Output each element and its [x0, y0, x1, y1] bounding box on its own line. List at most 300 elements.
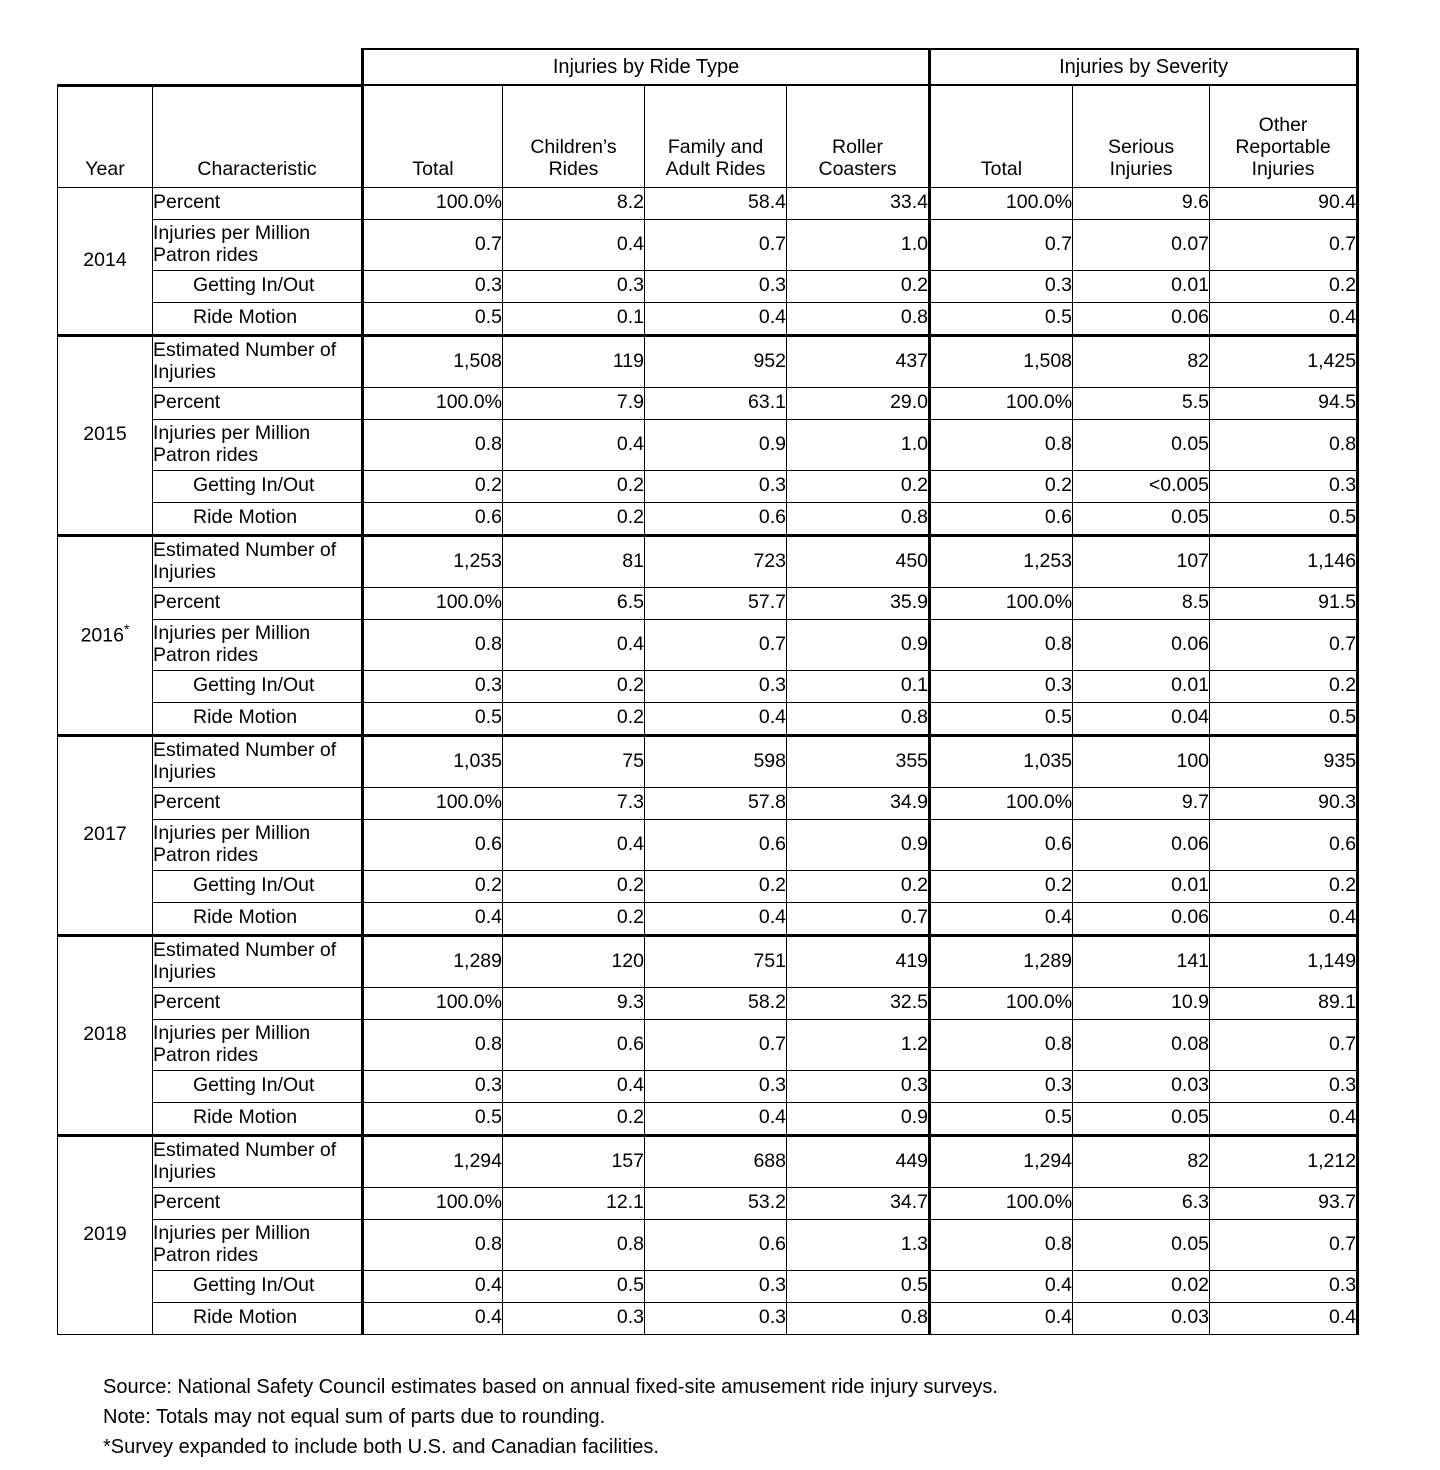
data-cell: 120 — [503, 935, 645, 987]
data-cell: 100.0% — [363, 787, 503, 819]
data-cell: 0.2 — [503, 470, 645, 502]
data-cell: 100.0% — [930, 587, 1073, 619]
table-row — [58, 987, 1358, 1019]
table-row — [58, 587, 1358, 619]
data-cell: 91.5 — [1210, 587, 1358, 619]
table-head — [58, 49, 1358, 187]
data-cell: 0.03 — [1073, 1302, 1210, 1334]
table-row — [58, 1219, 1358, 1270]
col-header-serious-injuries-line2: Injuries — [1109, 157, 1173, 180]
data-cell: 0.4 — [645, 702, 787, 735]
data-cell: 0.6 — [645, 819, 787, 870]
table-row — [58, 535, 1358, 587]
characteristic-cell: Estimated Number of Injuries — [153, 335, 363, 387]
characteristic-cell: Ride Motion — [153, 302, 363, 335]
data-cell: 89.1 — [1210, 987, 1358, 1019]
data-cell: 0.2 — [930, 470, 1073, 502]
group-header-spacer — [58, 49, 153, 85]
data-cell: 0.8 — [363, 419, 503, 470]
characteristic-cell: Estimated Number of Injuries — [153, 535, 363, 587]
characteristic-cell: Getting In/Out — [153, 870, 363, 902]
data-cell: 1,253 — [930, 535, 1073, 587]
table-row — [58, 1187, 1358, 1219]
data-cell: 8.2 — [503, 187, 645, 219]
characteristic-cell: Injuries per Million Patron rides — [153, 1219, 363, 1270]
data-cell: 0.8 — [1210, 419, 1358, 470]
data-cell: 1.0 — [787, 219, 930, 270]
data-cell: 0.3 — [645, 1270, 787, 1302]
data-cell: 0.5 — [1210, 702, 1358, 735]
characteristic-cell: Ride Motion — [153, 1302, 363, 1334]
data-cell: 0.7 — [363, 219, 503, 270]
data-cell: 90.4 — [1210, 187, 1358, 219]
data-cell: 82 — [1073, 335, 1210, 387]
col-header-year-label: Year — [85, 157, 125, 180]
data-cell: 0.6 — [363, 502, 503, 535]
data-cell: 0.7 — [645, 219, 787, 270]
characteristic-cell: Percent — [153, 587, 363, 619]
year-footnote-marker: * — [123, 621, 130, 638]
footnote-source: Source: National Safety Council estimates based on annual fixed-site amusement ride injury surveys. — [103, 1376, 998, 1398]
table-row — [58, 270, 1358, 302]
data-cell: 63.1 — [645, 387, 787, 419]
characteristic-cell: Getting In/Out — [153, 1070, 363, 1102]
data-cell: 0.7 — [1210, 1019, 1358, 1070]
data-cell: 7.9 — [503, 387, 645, 419]
characteristic-cell: Ride Motion — [153, 502, 363, 535]
data-cell: 90.3 — [1210, 787, 1358, 819]
characteristic-cell: Percent — [153, 187, 363, 219]
data-cell: 0.4 — [930, 902, 1073, 935]
characteristic-cell: Injuries per Million Patron rides — [153, 819, 363, 870]
table-row — [58, 387, 1358, 419]
table-row — [58, 870, 1358, 902]
data-cell: 1,149 — [1210, 935, 1358, 987]
data-cell: 0.4 — [1210, 302, 1358, 335]
data-cell: 0.2 — [1210, 270, 1358, 302]
data-cell: 0.8 — [363, 1019, 503, 1070]
data-cell: 82 — [1073, 1135, 1210, 1187]
data-cell: 1,212 — [1210, 1135, 1358, 1187]
data-cell: 0.4 — [503, 1070, 645, 1102]
data-cell: 1,146 — [1210, 535, 1358, 587]
characteristic-cell: Ride Motion — [153, 702, 363, 735]
data-cell: 0.8 — [787, 1302, 930, 1334]
col-header-childrens-rides-line2: Rides — [548, 157, 599, 180]
data-cell: 100.0% — [930, 987, 1073, 1019]
data-cell: 1,425 — [1210, 335, 1358, 387]
amusement-ride-injuries-table — [57, 48, 1359, 1335]
data-cell: 9.6 — [1073, 187, 1210, 219]
data-cell: 0.4 — [1210, 902, 1358, 935]
year-cell: 2016* — [58, 535, 153, 735]
data-cell: 119 — [503, 335, 645, 387]
characteristic-cell: Estimated Number of Injuries — [153, 735, 363, 787]
table-row — [58, 187, 1358, 219]
data-cell: 0.2 — [787, 270, 930, 302]
data-cell: 0.2 — [503, 702, 645, 735]
data-cell: 0.2 — [503, 1102, 645, 1135]
col-header-other-reportable-injuries — [1210, 85, 1358, 187]
data-cell: 0.3 — [645, 1070, 787, 1102]
data-cell: 723 — [645, 535, 787, 587]
data-cell: <0.005 — [1073, 470, 1210, 502]
table-row — [58, 1102, 1358, 1135]
table-footnotes — [103, 1372, 998, 1462]
data-cell: 437 — [787, 335, 930, 387]
data-cell: 0.06 — [1073, 619, 1210, 670]
table-row — [58, 819, 1358, 870]
data-cell: 6.3 — [1073, 1187, 1210, 1219]
data-cell: 1,508 — [363, 335, 503, 387]
table-row — [58, 787, 1358, 819]
characteristic-cell: Ride Motion — [153, 1102, 363, 1135]
year-cell: 2017 — [58, 735, 153, 935]
col-header-serious-injuries — [1073, 85, 1210, 187]
characteristic-cell: Getting In/Out — [153, 270, 363, 302]
data-cell: 0.01 — [1073, 270, 1210, 302]
data-cell: 58.2 — [645, 987, 787, 1019]
data-cell: 598 — [645, 735, 787, 787]
table-row — [58, 1302, 1358, 1334]
data-cell: 1,035 — [363, 735, 503, 787]
data-cell: 0.7 — [645, 619, 787, 670]
data-cell: 34.7 — [787, 1187, 930, 1219]
data-cell: 0.07 — [1073, 219, 1210, 270]
data-cell: 8.5 — [1073, 587, 1210, 619]
data-cell: 1,289 — [930, 935, 1073, 987]
data-cell: 952 — [645, 335, 787, 387]
data-cell: 0.4 — [930, 1270, 1073, 1302]
data-cell: 0.1 — [787, 670, 930, 702]
table-row — [58, 902, 1358, 935]
year-cell: 2018 — [58, 935, 153, 1135]
data-cell: 449 — [787, 1135, 930, 1187]
data-cell: 0.6 — [930, 819, 1073, 870]
data-cell: 100 — [1073, 735, 1210, 787]
data-cell: 0.2 — [930, 870, 1073, 902]
data-cell: 0.06 — [1073, 819, 1210, 870]
data-cell: 0.8 — [787, 502, 930, 535]
data-cell: 0.8 — [787, 702, 930, 735]
data-cell: 6.5 — [503, 587, 645, 619]
data-cell: 0.3 — [1210, 1070, 1358, 1102]
table-row — [58, 1019, 1358, 1070]
data-cell: 0.5 — [787, 1270, 930, 1302]
footnote-note: Note: Totals may not equal sum of parts due to rounding. — [103, 1406, 606, 1428]
data-cell: 0.4 — [1210, 1302, 1358, 1334]
data-cell: 12.1 — [503, 1187, 645, 1219]
characteristic-cell: Injuries per Million Patron rides — [153, 419, 363, 470]
column-header-row — [58, 85, 1358, 187]
data-cell: 0.4 — [503, 819, 645, 870]
year-cell: 2019 — [58, 1135, 153, 1334]
data-cell: 0.9 — [787, 819, 930, 870]
data-cell: 935 — [1210, 735, 1358, 787]
data-cell: 0.5 — [363, 702, 503, 735]
data-cell: 1.0 — [787, 419, 930, 470]
data-cell: 450 — [787, 535, 930, 587]
data-cell: 7.3 — [503, 787, 645, 819]
data-cell: 0.2 — [363, 470, 503, 502]
data-cell: 0.6 — [503, 1019, 645, 1070]
data-cell: 100.0% — [363, 987, 503, 1019]
table-row — [58, 935, 1358, 987]
data-cell: 355 — [787, 735, 930, 787]
data-cell: 93.7 — [1210, 1187, 1358, 1219]
data-cell: 1,289 — [363, 935, 503, 987]
data-cell: 0.03 — [1073, 1070, 1210, 1102]
data-cell: 419 — [787, 935, 930, 987]
data-cell: 0.3 — [363, 270, 503, 302]
group-header-row — [58, 49, 1358, 85]
data-cell: 141 — [1073, 935, 1210, 987]
data-cell: 58.4 — [645, 187, 787, 219]
data-cell: 0.2 — [787, 470, 930, 502]
data-cell: 0.4 — [645, 902, 787, 935]
col-header-roller-coasters-line2: Coasters — [818, 157, 897, 180]
data-cell: 0.4 — [645, 1102, 787, 1135]
data-cell: 0.2 — [503, 870, 645, 902]
data-cell: 0.8 — [363, 619, 503, 670]
data-cell: 0.7 — [645, 1019, 787, 1070]
col-header-severity-total — [930, 85, 1073, 187]
data-cell: 57.7 — [645, 587, 787, 619]
data-cell: 0.4 — [503, 619, 645, 670]
data-cell: 0.6 — [645, 1219, 787, 1270]
data-cell: 0.02 — [1073, 1270, 1210, 1302]
data-cell: 0.8 — [930, 1219, 1073, 1270]
data-cell: 1,294 — [930, 1135, 1073, 1187]
data-cell: 1,253 — [363, 535, 503, 587]
data-cell: 0.2 — [1210, 870, 1358, 902]
data-cell: 0.4 — [363, 1302, 503, 1334]
data-cell: 0.5 — [1210, 502, 1358, 535]
data-cell: 100.0% — [363, 187, 503, 219]
data-cell: 0.5 — [503, 1270, 645, 1302]
data-cell: 688 — [645, 1135, 787, 1187]
col-header-other-reportable-injuries-line3: Injuries — [1251, 157, 1315, 180]
col-header-characteristic — [153, 85, 363, 187]
table-row — [58, 419, 1358, 470]
data-cell: 0.9 — [645, 419, 787, 470]
data-cell: 0.2 — [503, 670, 645, 702]
data-cell: 0.4 — [645, 302, 787, 335]
col-header-ridetype-total — [363, 85, 503, 187]
data-cell: 0.7 — [1210, 1219, 1358, 1270]
data-cell: 10.9 — [1073, 987, 1210, 1019]
data-cell: 0.2 — [1210, 670, 1358, 702]
data-cell: 94.5 — [1210, 387, 1358, 419]
data-cell: 0.5 — [363, 1102, 503, 1135]
table-row — [58, 1270, 1358, 1302]
data-cell: 0.3 — [645, 1302, 787, 1334]
data-cell: 0.2 — [363, 870, 503, 902]
data-cell: 0.6 — [1210, 819, 1358, 870]
data-cell: 0.9 — [787, 1102, 930, 1135]
data-cell: 0.2 — [503, 502, 645, 535]
table-row — [58, 702, 1358, 735]
data-cell: 0.3 — [930, 270, 1073, 302]
data-cell: 0.3 — [787, 1070, 930, 1102]
data-cell: 157 — [503, 1135, 645, 1187]
col-header-childrens-rides — [503, 85, 645, 187]
year-cell: 2015 — [58, 335, 153, 535]
col-header-year — [58, 85, 153, 187]
col-header-family-adult-rides-line2: Adult Rides — [665, 157, 766, 180]
col-header-childrens-rides-line1: Children’s — [530, 135, 617, 158]
col-header-severity-total-label: Total — [980, 157, 1023, 180]
data-cell: 0.05 — [1073, 502, 1210, 535]
data-cell: 0.08 — [1073, 1019, 1210, 1070]
data-cell: 5.5 — [1073, 387, 1210, 419]
data-cell: 0.7 — [1210, 219, 1358, 270]
data-cell: 100.0% — [363, 387, 503, 419]
data-cell: 0.4 — [503, 219, 645, 270]
data-cell: 9.7 — [1073, 787, 1210, 819]
group-header-ride-type: Injuries by Ride Type — [363, 49, 930, 85]
data-cell: 0.6 — [930, 502, 1073, 535]
data-cell: 1,294 — [363, 1135, 503, 1187]
col-header-family-adult-rides-line1: Family and — [667, 135, 764, 158]
data-cell: 1.2 — [787, 1019, 930, 1070]
data-cell: 0.4 — [930, 1302, 1073, 1334]
characteristic-cell: Getting In/Out — [153, 470, 363, 502]
data-cell: 0.6 — [645, 502, 787, 535]
table-row — [58, 219, 1358, 270]
col-header-other-reportable-injuries-line1: Other — [1258, 114, 1308, 137]
characteristic-cell: Percent — [153, 1187, 363, 1219]
data-cell: 0.01 — [1073, 870, 1210, 902]
characteristic-cell: Injuries per Million Patron rides — [153, 619, 363, 670]
col-header-family-adult-rides — [645, 85, 787, 187]
col-header-other-reportable-injuries-line2: Reportable — [1235, 135, 1331, 158]
data-cell: 0.3 — [1210, 470, 1358, 502]
data-cell: 0.05 — [1073, 1102, 1210, 1135]
data-cell: 0.7 — [787, 902, 930, 935]
data-cell: 0.3 — [503, 1302, 645, 1334]
table-row — [58, 470, 1358, 502]
data-cell: 0.3 — [1210, 1270, 1358, 1302]
data-cell: 1.3 — [787, 1219, 930, 1270]
col-header-roller-coasters — [787, 85, 930, 187]
data-cell: 34.9 — [787, 787, 930, 819]
data-cell: 0.8 — [930, 1019, 1073, 1070]
data-cell: 1,035 — [930, 735, 1073, 787]
data-cell: 0.4 — [503, 419, 645, 470]
data-cell: 53.2 — [645, 1187, 787, 1219]
table-body — [58, 187, 1358, 1334]
table-row — [58, 670, 1358, 702]
data-cell: 0.5 — [363, 302, 503, 335]
characteristic-cell: Injuries per Million Patron rides — [153, 219, 363, 270]
data-cell: 0.8 — [787, 302, 930, 335]
data-cell: 0.06 — [1073, 902, 1210, 935]
data-cell: 0.4 — [363, 902, 503, 935]
data-cell: 100.0% — [930, 787, 1073, 819]
data-cell: 0.7 — [1210, 619, 1358, 670]
data-cell: 0.3 — [930, 670, 1073, 702]
data-cell: 0.4 — [363, 1270, 503, 1302]
characteristic-cell: Getting In/Out — [153, 1270, 363, 1302]
data-cell: 0.01 — [1073, 670, 1210, 702]
data-cell: 0.3 — [645, 670, 787, 702]
data-cell: 9.3 — [503, 987, 645, 1019]
data-cell: 0.8 — [930, 619, 1073, 670]
data-cell: 0.9 — [787, 619, 930, 670]
data-cell: 32.5 — [787, 987, 930, 1019]
data-cell: 0.3 — [930, 1070, 1073, 1102]
data-cell: 0.04 — [1073, 702, 1210, 735]
table-row — [58, 619, 1358, 670]
data-cell: 0.5 — [930, 302, 1073, 335]
data-cell: 100.0% — [930, 1187, 1073, 1219]
year-cell: 2014 — [58, 187, 153, 335]
data-cell: 0.8 — [363, 1219, 503, 1270]
table-row — [58, 302, 1358, 335]
data-cell: 0.3 — [363, 670, 503, 702]
data-cell: 1,508 — [930, 335, 1073, 387]
data-cell: 107 — [1073, 535, 1210, 587]
data-cell: 100.0% — [363, 1187, 503, 1219]
data-cell: 0.1 — [503, 302, 645, 335]
col-header-serious-injuries-line1: Serious — [1107, 135, 1175, 158]
data-cell: 751 — [645, 935, 787, 987]
group-header-severity: Injuries by Severity — [930, 49, 1358, 85]
data-cell: 0.4 — [1210, 1102, 1358, 1135]
characteristic-cell: Injuries per Million Patron rides — [153, 1019, 363, 1070]
characteristic-cell: Percent — [153, 387, 363, 419]
data-cell: 0.05 — [1073, 1219, 1210, 1270]
data-cell: 0.5 — [930, 702, 1073, 735]
data-cell: 0.3 — [645, 270, 787, 302]
characteristic-cell: Percent — [153, 987, 363, 1019]
data-cell: 75 — [503, 735, 645, 787]
data-cell: 100.0% — [363, 587, 503, 619]
footnote-asterisk: *Survey expanded to include both U.S. and Canadian facilities. — [103, 1436, 659, 1458]
data-cell: 57.8 — [645, 787, 787, 819]
table-row — [58, 335, 1358, 387]
data-cell: 100.0% — [930, 187, 1073, 219]
data-cell: 0.6 — [363, 819, 503, 870]
data-cell: 0.3 — [503, 270, 645, 302]
data-cell: 33.4 — [787, 187, 930, 219]
data-cell: 81 — [503, 535, 645, 587]
table-row — [58, 502, 1358, 535]
data-cell: 0.5 — [930, 1102, 1073, 1135]
table-row — [58, 735, 1358, 787]
data-cell: 0.2 — [645, 870, 787, 902]
data-cell: 0.06 — [1073, 302, 1210, 335]
table-row — [58, 1135, 1358, 1187]
data-cell: 0.3 — [645, 470, 787, 502]
data-cell: 100.0% — [930, 387, 1073, 419]
data-cell: 0.2 — [787, 870, 930, 902]
characteristic-cell: Percent — [153, 787, 363, 819]
col-header-roller-coasters-line1: Roller — [832, 135, 883, 158]
characteristic-cell: Getting In/Out — [153, 670, 363, 702]
data-cell: 0.8 — [503, 1219, 645, 1270]
col-header-ridetype-total-label: Total — [412, 157, 454, 180]
group-header-spacer-2 — [153, 49, 363, 85]
data-cell: 29.0 — [787, 387, 930, 419]
data-cell: 0.2 — [503, 902, 645, 935]
data-cell: 0.8 — [930, 419, 1073, 470]
characteristic-cell: Estimated Number of Injuries — [153, 935, 363, 987]
characteristic-cell: Estimated Number of Injuries — [153, 1135, 363, 1187]
table-row — [58, 1070, 1358, 1102]
characteristic-cell: Ride Motion — [153, 902, 363, 935]
